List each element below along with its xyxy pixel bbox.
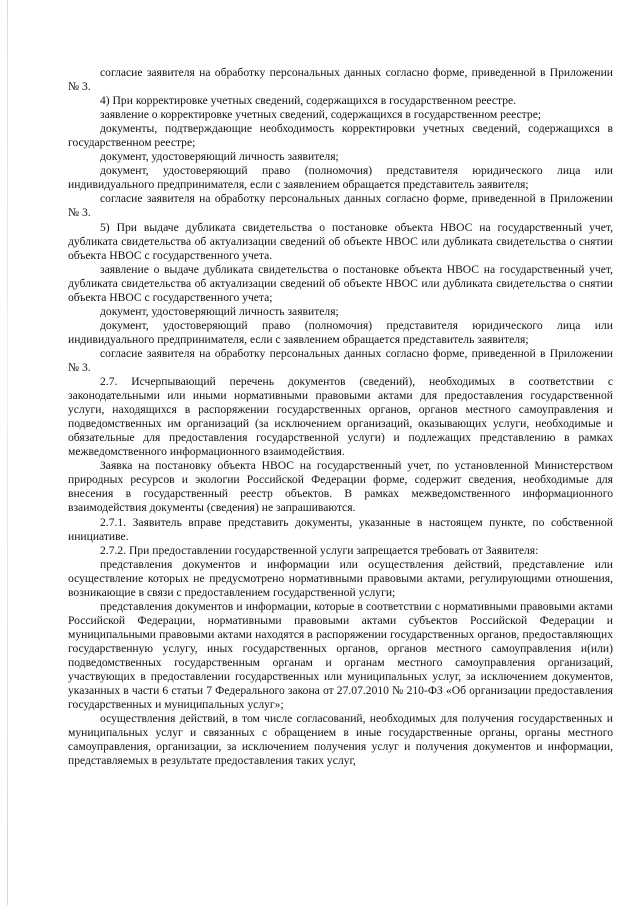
paragraph-section-2-7-2: 2.7.2. При предоставлении государственной услуги запрещается требовать от Заявителя: [100,543,539,557]
document-page [68,66,613,768]
scan-edge-line [7,0,8,905]
paragraph-consent-3: согласие заявителя на обработку персональных данных согласно форме, приведенной в Приложении № 3. [68,346,613,374]
paragraph-item-5-heading: 5) При выдаче дубликата свидетельства о постановке объекта НВОС на государственный учет, дубликата свидетельства об актуализации сведений об объекте НВОС или дубликата свидетельства о снятии объекта НВОС с государственного учета. [68,220,613,262]
paragraph-prohibition-3: осуществления действий, в том числе согласований, необходимых для получения государственных и муниципальных услуг и связанных с обращением в иные государственные органы, органы местного самоуправления, организации, за исключением получения услуг и получения документов и информации, представляемых в результате предоставления таких услуг, [68,712,613,768]
paragraph-prohibition-2: представления документов и информации, которые в соответствии с нормативными правовыми актами Российской Федерации, нормативными правовыми актами субъектов Российской Федерации и муниципальными правовыми актами находятся в распоряжении государственных органов, предоставляющих государственную услугу, иных государственных органов, органов местного самоуправления и(или) подведомственных государственным органам и органам местного самоуправления организаций, участвующих в предоставлении государственных или муниципальных услуг, за исключением документов, указанных в части 6 статьи 7 Федерального закона от 27.07.2010 № 210-ФЗ «Об организации предоставления государственных и муниципальных услуг»; [68,599,613,712]
paragraph-correction-application: заявление о корректировке учетных сведений, содержащихся в государственном реестре; [100,108,542,122]
paragraph-identity-document-1: документ, удостоверяющий личность заявителя; [100,150,339,164]
paragraph-section-2-7: 2.7. Исчерпывающий перечень документов (сведений), необходимых в соответствии с законодательными или иными нормативными правовыми актами для предоставления государственной услуги, находящихся в распоряжении государственных органов, органов местного самоуправления и подведомственных им организаций (за исключением организаций, оказывающих услуги, необходимые и обязательные для предоставления государственной услуги) и подлежащих представлению в рамках межведомственного информационного взаимодействия. [68,375,613,459]
paragraph-registration-request: Заявка на постановку объекта НВОС на государственный учет, по установленной Министерством природных ресурсов и экологии Российской Федерации форме, содержит сведения, необходимые для внесения в государственный реестр объектов. В рамках межведомственного информационного взаимодействия документы (сведения) не запрашиваются. [68,459,613,515]
paragraph-section-2-7-1: 2.7.1. Заявитель вправе представить документы, указанные в настоящем пункте, по собственной инициативе. [68,515,613,543]
paragraph-authority-document-1: документ, удостоверяющий право (полномочия) представителя юридического лица или индивидуального предпринимателя, если с заявлением обращается представитель заявителя; [68,164,613,192]
paragraph-item-4-heading: 4) При корректировке учетных сведений, содержащихся в государственном реестре. [100,94,517,108]
paragraph-authority-document-2: документ, удостоверяющий право (полномочия) представителя юридического лица или индивидуального предпринимателя, если с заявлением обращается представитель заявителя; [68,318,613,346]
paragraph-supporting-documents: документы, подтверждающие необходимость корректировки учетных сведений, содержащихся в государственном реестре; [68,122,613,150]
paragraph-consent-1: согласие заявителя на обработку персональных данных согласно форме, приведенной в Приложении № 3. [68,66,613,94]
paragraph-duplicate-application: заявление о выдаче дубликата свидетельства о постановке объекта НВОС на государственный учет, дубликата свидетельства об актуализации сведений об объекте НВОС или дубликата свидетельства о снятии объекта НВОС с государственного учета; [68,262,613,304]
paragraph-identity-document-2: документ, удостоверяющий личность заявителя; [100,304,339,318]
paragraph-prohibition-1: представления документов и информации или осуществления действий, представление или осуществление которых не предусмотрено нормативными правовыми актами, регулирующими отношения, возникающие в связи с предоставлением государственной услуги; [68,557,613,599]
paragraph-consent-2: согласие заявителя на обработку персональных данных согласно форме, приведенной в Приложении № 3. [68,192,613,220]
